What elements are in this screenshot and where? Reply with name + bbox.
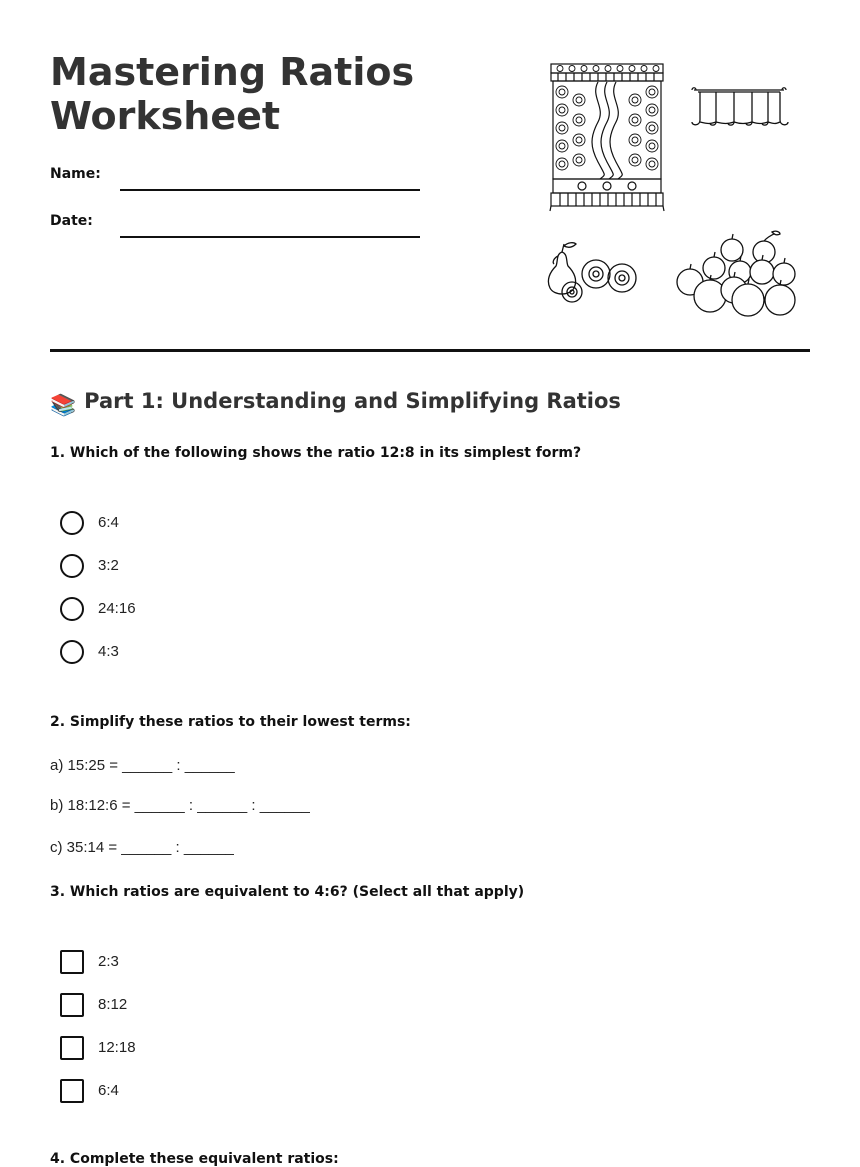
radio-button[interactable] [60, 640, 84, 664]
curtain-rod-icon [688, 84, 790, 130]
radio-button[interactable] [60, 597, 84, 621]
name-label: Name: [50, 166, 101, 182]
simplify-item-b[interactable]: b) 18:12:6 = ______ : ______ : ______ [50, 797, 310, 814]
option-label: 2:3 [98, 953, 119, 970]
section-title-text: Part 1: Understanding and Simplifying Ratios [84, 389, 621, 413]
title-line-1: Mastering Ratios [50, 50, 415, 94]
question-1: 1. Which of the following shows the ratio 12:8 in its simplest form? [50, 445, 582, 461]
date-label: Date: [50, 213, 93, 229]
date-field[interactable] [50, 213, 420, 243]
checkbox[interactable] [60, 1036, 84, 1060]
name-field[interactable] [50, 166, 420, 196]
section-title-part-1 [50, 389, 621, 418]
checkbox[interactable] [60, 950, 84, 974]
question-3: 3. Which ratios are equivalent to 4:6? (Select all that apply) [50, 884, 525, 900]
checkbox[interactable] [60, 993, 84, 1017]
simplify-item-a[interactable]: a) 15:25 = ______ : ______ [50, 757, 235, 774]
option-label: 12:18 [98, 1039, 136, 1056]
name-line[interactable] [120, 189, 420, 191]
option-label: 6:4 [98, 514, 119, 531]
title-line-2: Worksheet [50, 94, 281, 138]
option-label: 8:12 [98, 996, 128, 1013]
books-icon: 📚 [50, 393, 77, 417]
option-label: 24:16 [98, 600, 136, 617]
radio-button[interactable] [60, 554, 84, 578]
radio-button[interactable] [60, 511, 84, 535]
checkbox[interactable] [60, 1079, 84, 1103]
question-4: 4. Complete these equivalent ratios: [50, 1151, 339, 1167]
pear-kiwi-icon [544, 240, 642, 306]
option-label: 4:3 [98, 643, 119, 660]
page-title [50, 50, 470, 138]
option-label: 6:4 [98, 1082, 119, 1099]
header-divider [50, 349, 810, 352]
simplify-item-c[interactable]: c) 35:14 = ______ : ______ [50, 839, 234, 856]
option-label: 3:2 [98, 557, 119, 574]
question-2: 2. Simplify these ratios to their lowest terms: [50, 714, 411, 730]
curtain-icon [548, 62, 666, 212]
apples-icon [674, 228, 800, 320]
date-line[interactable] [120, 236, 420, 238]
